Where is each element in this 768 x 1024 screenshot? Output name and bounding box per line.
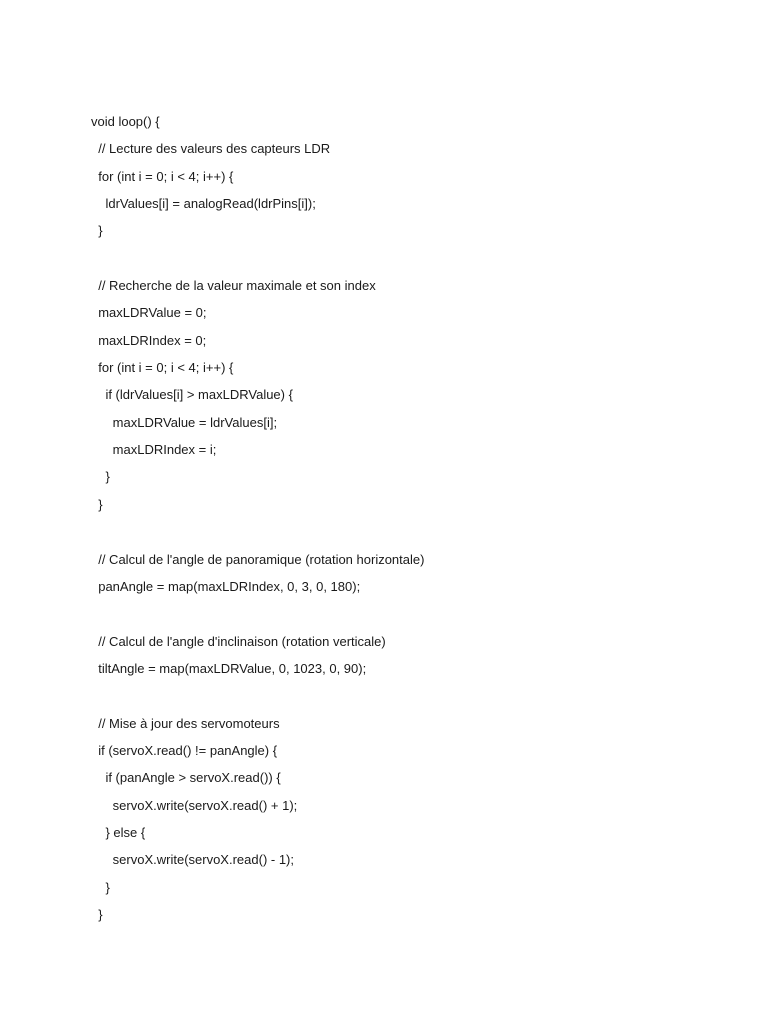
- code-comment: // Calcul de l'angle d'inclinaison (rotation verticale): [91, 633, 386, 649]
- code-line: maxLDRValue = 0;: [91, 305, 207, 321]
- code-line: for (int i = 0; i < 4; i++) {: [91, 168, 234, 184]
- code-line: for (int i = 0; i < 4; i++) {: [91, 360, 234, 376]
- code-line: ldrValues[i] = analogRead(ldrPins[i]);: [91, 196, 316, 212]
- code-block: [91, 108, 424, 928]
- code-line: tiltAngle = map(maxLDRValue, 0, 1023, 0, 90);: [91, 660, 367, 676]
- blank-line: [91, 518, 424, 545]
- code-line: }: [91, 469, 110, 485]
- code-line: }: [91, 906, 103, 922]
- blank-line: [91, 245, 424, 272]
- code-comment: // Mise à jour des servomoteurs: [91, 715, 280, 731]
- code-line: if (panAngle > servoX.read()) {: [91, 770, 281, 786]
- code-line: void loop() {: [91, 114, 160, 129]
- code-line: if (ldrValues[i] > maxLDRValue) {: [91, 387, 293, 403]
- code-line: if (servoX.read() != panAngle) {: [91, 742, 278, 758]
- code-line: panAngle = map(maxLDRIndex, 0, 3, 0, 180);: [91, 578, 361, 594]
- code-line: }: [91, 879, 110, 895]
- code-line: maxLDRIndex = i;: [91, 442, 217, 458]
- code-comment: // Calcul de l'angle de panoramique (rotation horizontale): [91, 551, 425, 567]
- blank-line: [91, 600, 424, 627]
- code-line: servoX.write(servoX.read() - 1);: [91, 852, 294, 868]
- code-line: servoX.write(servoX.read() + 1);: [91, 797, 298, 813]
- code-line: maxLDRValue = ldrValues[i];: [91, 414, 278, 430]
- code-line: } else {: [91, 824, 146, 840]
- code-line: maxLDRIndex = 0;: [91, 332, 207, 348]
- blank-line: [91, 682, 424, 709]
- code-comment: // Recherche de la valeur maximale et son index: [91, 278, 376, 294]
- code-comment: // Lecture des valeurs des capteurs LDR: [91, 141, 331, 157]
- code-line: }: [91, 496, 103, 512]
- code-line: }: [91, 223, 103, 239]
